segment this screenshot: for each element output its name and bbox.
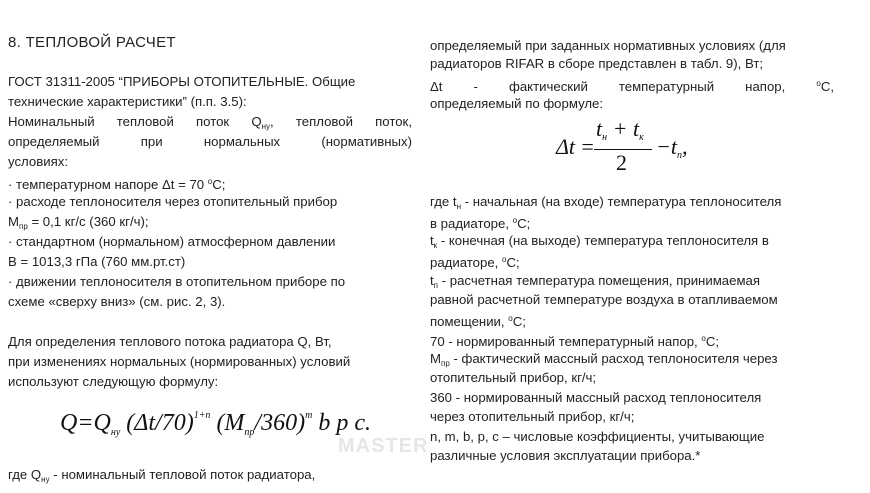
method-line-1: Для определения теплового потока радиатора Q, Вт,	[8, 334, 332, 349]
mpr-line-2: отопительный прибор, кг/ч;	[430, 370, 597, 385]
mpr-line-1: $М_{пр}$ - фактический массный расход теплоносителя через	[430, 351, 778, 368]
tn-line-2: в радиаторе, $^о$С;	[430, 216, 531, 231]
delta-t-line-2: определяемый по формуле:	[430, 96, 604, 111]
bullet-scheme-line-1: · движении теплоносителя в отопительном приборе по	[8, 274, 346, 289]
tk-line-2: радиаторе, $^о$С;	[430, 255, 520, 270]
method-line-2: при изменениях нормальных (нормированных) условий	[8, 354, 351, 369]
tn-line-1: где $t_н$ - начальная (на входе) температура теплоносителя	[430, 194, 782, 211]
bullet-flow-line-1: · расходе теплоносителя через отопительный прибор	[8, 194, 338, 209]
nominal-line-1: Номинальный тепловой поток $Q_{ну}$, тепловой поток,	[8, 114, 412, 131]
tp-line-2: равной расчетной температуре воздуха в отапливаемом	[430, 292, 778, 307]
nominal-70-line: 70 - нормированный температурный напор, $^о$С;	[430, 334, 720, 349]
gost-line-1: ГОСТ 31311-2005 “ПРИБОРЫ ОТОПИТЕЛЬНЫЕ. Общие	[8, 74, 356, 89]
cont-line-2: радиаторов RIFAR в сборе представлен в табл. 9), Вт;	[430, 56, 764, 71]
bullet-temperature: · температурном напоре Δt = 70 $^о$С;	[8, 177, 226, 192]
delta-t-line-1: Δt - фактический температурный напор, $^о$С,	[430, 79, 834, 94]
bullet-scheme-line-2: схеме «сверху вниз» (см. рис. 2, 3).	[8, 294, 226, 309]
watermark: MASTER	[338, 435, 429, 457]
method-line-3: используют следующую формулу:	[8, 374, 219, 389]
tp-line-3: помещении, $^о$С;	[430, 314, 526, 329]
nominal-line-3: условиях:	[8, 154, 68, 169]
heat-flux-formula: $Q=Q_{ну}$ $(\Delta t/70)^{1+n}$ $(M_{пр}/360)^m$ b p c.	[60, 410, 371, 438]
coefficients-line-1: n, m, b, p, c – числовые коэффициенты, учитывающие	[430, 429, 765, 444]
cont-line-1: определяемый при заданных нормативных условиях (для	[430, 38, 786, 53]
nominal-line-2: определяемый при нормальных (нормативных)	[8, 134, 412, 149]
nominal-360-line-2: через отопительный прибор, кг/ч;	[430, 409, 635, 424]
where-qnu: где $Q_{ну}$ - номинальный тепловой поток радиатора,	[8, 467, 316, 484]
coefficients-line-2: различные условия эксплуатации прибора.*	[430, 448, 701, 463]
gost-line-2: технические характеристики” (п.п. 3.5):	[8, 94, 247, 109]
section-title: 8. ТЕПЛОВОЙ РАСЧЕТ	[8, 34, 176, 51]
delta-t-formula: Δt = tн + tк 2 −tп,	[556, 116, 688, 175]
bullet-pressure-line-1: · стандартном (нормальном) атмосферном давлении	[8, 234, 336, 249]
tp-line-1: $t_п$ - расчетная температура помещения, принимаемая	[430, 273, 760, 290]
bullet-flow-line-2: $М_{пр} = 0,1$ кг/с (360 кг/ч);	[8, 214, 149, 231]
bullet-pressure-line-2: В = 1013,3 гПа (760 мм.рт.ст)	[8, 254, 186, 269]
tk-line-1: $t_к$ - конечная (на выходе) температура теплоносителя в	[430, 233, 769, 250]
nominal-360-line-1: 360 - нормированный массный расход теплоносителя	[430, 390, 762, 405]
